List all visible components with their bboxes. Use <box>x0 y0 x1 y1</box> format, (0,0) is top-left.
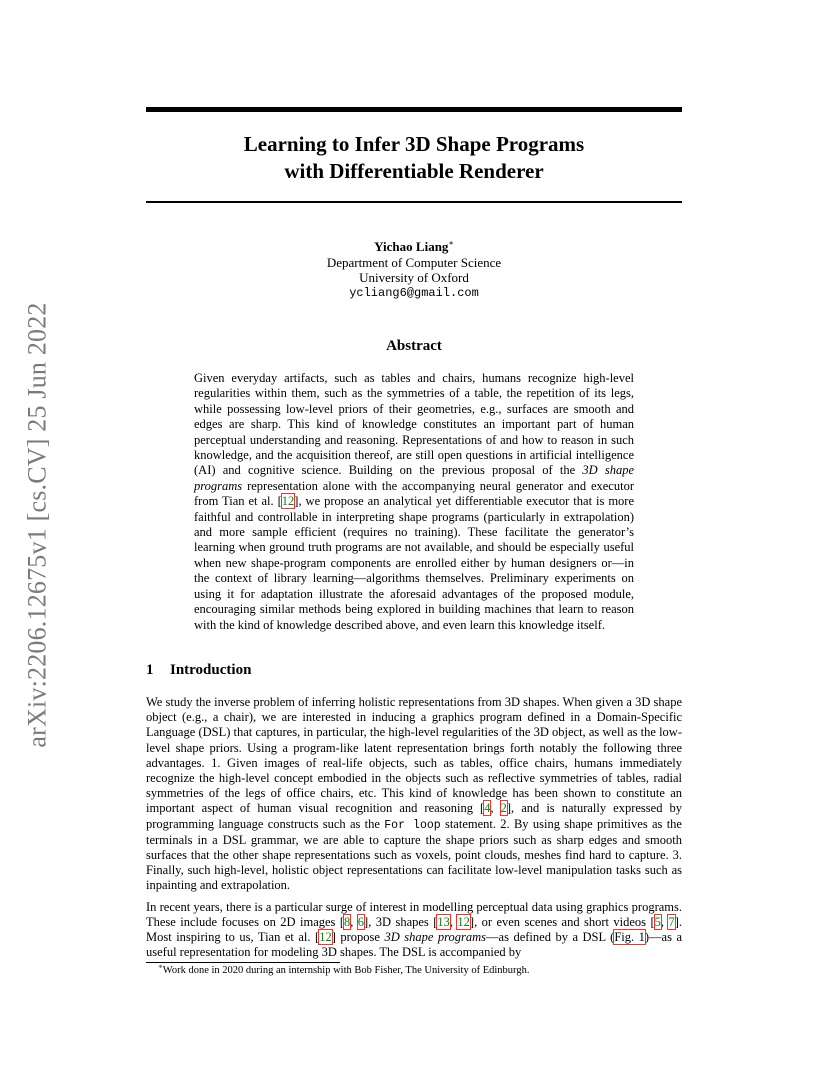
intro-emphasis: 3D shape programs <box>384 930 487 945</box>
intro-p2-text-b: ], 3D shapes [ <box>364 914 438 929</box>
citation-link[interactable]: 7 <box>668 914 675 929</box>
intro-p2-sep: , <box>449 914 458 929</box>
arxiv-identifier <box>18 290 58 760</box>
intro-p2-text-a: In recent years, there is a particular surge of interest in modelling perceptual data using graphics programs. These include focuses on 2D images [ <box>146 899 682 929</box>
author-department: Department of Computer Science <box>326 254 502 270</box>
citation-link[interactable]: 2 <box>500 801 507 816</box>
intro-p2-text-d: ]. Most inspiring to us, Tian et al. [ <box>146 914 682 945</box>
citation-link[interactable]: 6 <box>357 914 365 929</box>
abstract-text <box>194 371 634 633</box>
section-number: 1 <box>146 662 154 678</box>
intro-p1-text-b: ], and is naturally expressed by programming language constructs such as the <box>146 801 682 831</box>
footnote-mark: ∗ <box>158 962 163 971</box>
title-bottom-rule <box>146 201 682 203</box>
title-top-rule <box>146 107 682 112</box>
intro-p1-sep: , <box>490 801 501 816</box>
citation-link[interactable]: 12 <box>319 930 332 945</box>
paper-title <box>146 131 682 185</box>
abstract-heading: Abstract <box>386 338 442 354</box>
introduction-body <box>146 695 682 966</box>
intro-p2-sep: , <box>660 914 669 929</box>
citation-link[interactable]: 12 <box>457 914 470 929</box>
citation-link[interactable]: 12 <box>281 494 295 509</box>
citation-link[interactable]: 4 <box>484 801 491 816</box>
intro-p2-text-f: —as defined by a DSL ( <box>486 930 615 945</box>
figure-reference-link[interactable]: Fig. 1 <box>614 930 645 945</box>
citation-link[interactable]: 5 <box>654 914 661 929</box>
title-line-1: Learning to Infer 3D Shape Programs <box>243 132 585 156</box>
intro-p1-text-c: statement. 2. By using shape primitives as the terminals in a DSL grammar, we are able to capture the shape priors such as sharp edges and smooth surfaces that the other shape representations such as voxels, point clouds, meshes find hard to capture. 3. Finally, such high-level, holistic object representations can facilitate low-level manipulation tasks such as inpainting and extrapolation. <box>146 816 682 893</box>
section-heading <box>146 662 682 679</box>
author-block <box>146 239 682 301</box>
author-university: University of Oxford <box>359 270 469 285</box>
footnote-text: Work done in 2020 during an internship with Bob Fisher, The University of Edinburgh. <box>162 965 530 976</box>
intro-p2-text-g: )—as a useful representation for modeling 3D shapes. The DSL is accompanied by <box>146 930 682 960</box>
abstract-part-3: ], we propose an analytical yet differentiable executor that is more faithful and controllable in interpreting shape programs (particularly in extrapolation) and more sample efficient (requires no training). These facilitate the generator’s learning when ground truth programs are not available, and should be especially useful when new shape-program components are enrolled either by human designers or—in the context of library learning—algorithms themselves. Preliminary experiments on using it for adaptation illustrate the aforesaid advantages of the proposed module, encouraging similar methods being explored in building machines that learn to reason with the kind of knowledge described above, and even learn this knowledge itself. <box>194 494 635 632</box>
section-title: Introduction <box>170 662 252 678</box>
footnote <box>158 964 678 977</box>
author-footnote-mark: ∗ <box>448 238 454 248</box>
intro-p2-sep: , <box>350 914 358 929</box>
author-name: Yichao Liang <box>374 239 449 254</box>
abstract-part-2: representation alone with the accompanying neural generator and executor from Tian et al. [ <box>194 478 634 509</box>
citation-link[interactable]: 8 <box>344 914 351 929</box>
intro-paragraph-2 <box>146 900 682 961</box>
intro-paragraph-1 <box>146 695 682 894</box>
inline-code: For loop <box>384 818 441 832</box>
author-email: ycliang6@gmail.com <box>349 285 479 300</box>
intro-p1-text-a: We study the inverse problem of inferring holistic representations from 3D shapes. When given a 3D shape object (e.g., a chair), we are interested in inducing a graphics program defined in a Domain-Specific Language (DSL) that captures, in particular, the high-level regularities of the 3D object, as well as the low-level shape priors. Using a program-like latent representation brings forth notably the following three advantages. 1. Given images of real-life objects, such as tables, office chairs, humans immediately recognize the high-level concept embodied in the objects such as reflective symmetries of tables, radial symmetries of the legs of office chairs, etc. This kind of knowledge has been shown to constitute an important aspect of human visual recognition and reasoning [ <box>146 695 682 816</box>
abstract-part-1: Given everyday artifacts, such as tables and chairs, humans recognize high-level regularities within them, such as the symmetries of a table, the repetition of its legs, while possessing low-level priors of their geometries, e.g., surfaces are smooth and edges are sharp. This kind of knowledge constitutes an important part of human perceptual understanding and reasoning. Representations of and how to reason in such knowledge, and the acquisition thereof, are still open questions in artificial intelligence (AI) and cognitive science. Building on the previous proposal of the <box>194 371 634 478</box>
footnote-rule <box>146 962 340 963</box>
title-line-2: with Differentiable Renderer <box>284 159 544 183</box>
abstract-emphasis: 3D shape programs <box>194 463 634 493</box>
intro-p2-text-c: ], or even scenes and short videos [ <box>469 914 655 929</box>
intro-p2-text-e: ] propose <box>331 930 385 945</box>
citation-link[interactable]: 13 <box>437 914 450 929</box>
arxiv-identifier-text: arXiv:2206.12675v1 [cs.CV] 25 Jun 2022 <box>23 302 53 748</box>
